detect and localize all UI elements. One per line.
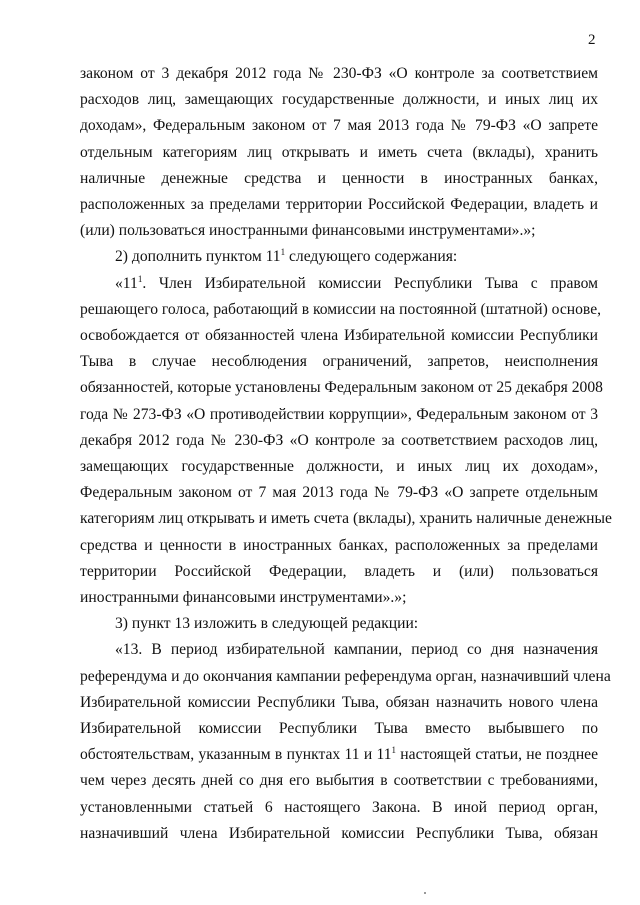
text-segment: обстоятельствам, указанным в пунктах 11 и 11 <box>80 746 392 764</box>
text-line: расходов лиц, замещающих государственные должности, и иных лиц их <box>80 91 598 109</box>
superscript: 1 <box>280 247 286 258</box>
text-segment: «11 <box>115 274 138 292</box>
text-line: средства и ценности в иностранных банках, расположенных за пределами <box>80 536 598 554</box>
text-line: доходам», Федеральным законом от 7 мая 2013 года № 79-ФЗ «О запрете <box>80 117 598 135</box>
text-line: законом от 3 декабря 2012 года № 230-ФЗ «О контроле за соответствием <box>80 65 598 82</box>
text-line: расположенных за пределами территории Российской Федерации, владеть и <box>80 196 598 214</box>
text-line: решающего голоса, работающий в комиссии на постоянной (штатной) основе, <box>80 300 602 318</box>
text-line <box>80 271 598 297</box>
text-segment: следующего содержания: <box>285 248 458 266</box>
text-line: замещающих государственные должности, и иных лиц их доходам», <box>80 458 598 476</box>
text-line: территории Российской Федерации, владеть и (или) пользоваться <box>80 562 598 580</box>
text-line: Избирательной комиссии Республики Тыва вместо выбывшего по <box>80 720 598 738</box>
text-line <box>80 244 598 270</box>
superscript: 1 <box>137 273 143 284</box>
text-segment: . Член Избирательной комиссии Республики Тыва с правом <box>142 274 598 292</box>
text-line: установленными статьей 6 настоящего Закона. В иной период орган, <box>80 798 598 816</box>
document-body <box>80 61 612 847</box>
text-line: категориям лиц открывать и иметь счета (вклады), хранить наличные денежные <box>80 510 612 528</box>
text-line: (или) пользоваться иностранными финансовыми инструментами».»; <box>80 222 536 240</box>
superscript: 1 <box>391 745 396 756</box>
paragraph-continuation <box>80 61 598 244</box>
text-line: 3) пункт 13 изложить в следующей редакции: <box>115 615 419 633</box>
text-line: назначивший члена Избирательной комиссии Республики Тыва, обязан <box>80 824 598 842</box>
text-line: чем через десять дней со дня его выбытия в соответствии с требованиями, <box>80 772 598 790</box>
text-line: иностранными финансовыми инструментами».»; <box>80 589 407 607</box>
text-line: Избирательной комиссии Республики Тыва, обязан назначить нового члена <box>80 693 598 711</box>
text-line: освобождается от обязанностей члена Избирательной комиссии Республики <box>80 327 598 345</box>
page-number: 2 <box>588 32 596 48</box>
paragraph-point-11-1 <box>80 271 612 612</box>
text-segment: настоящей статьи, не позднее <box>396 746 599 764</box>
text-line <box>80 742 598 768</box>
text-segment: 2) дополнить пунктом 11 <box>115 248 281 266</box>
scan-speck <box>424 892 426 894</box>
text-line: года № 273-ФЗ «О противодействии коррупции», Федеральным законом от 3 <box>80 405 598 423</box>
text-line: отдельным категориям лиц открывать и иметь счета (вклады), хранить <box>80 143 598 161</box>
paragraph-point-13 <box>80 637 611 847</box>
paragraph-item-3 <box>80 611 598 637</box>
text-line: Федеральным законом от 7 мая 2013 года № 79-ФЗ «О запрете отдельным <box>80 484 598 502</box>
text-line: наличные денежные средства и ценности в иностранных банках, <box>80 169 598 187</box>
paragraph-item-2 <box>80 244 598 270</box>
text-line: «13. В период избирательной кампании, период со дня назначения <box>115 641 598 659</box>
text-line: Тыва в случае несоблюдения ограничений, запретов, неисполнения <box>80 353 598 371</box>
text-line: обязанностей, которые установлены Федеральным законом от 25 декабря 2008 <box>80 379 603 397</box>
text-line: референдума и до окончания кампании референдума орган, назначивший члена <box>80 667 611 685</box>
text-line: декабря 2012 года № 230-ФЗ «О контроле за соответствием расходов лиц, <box>80 431 598 449</box>
